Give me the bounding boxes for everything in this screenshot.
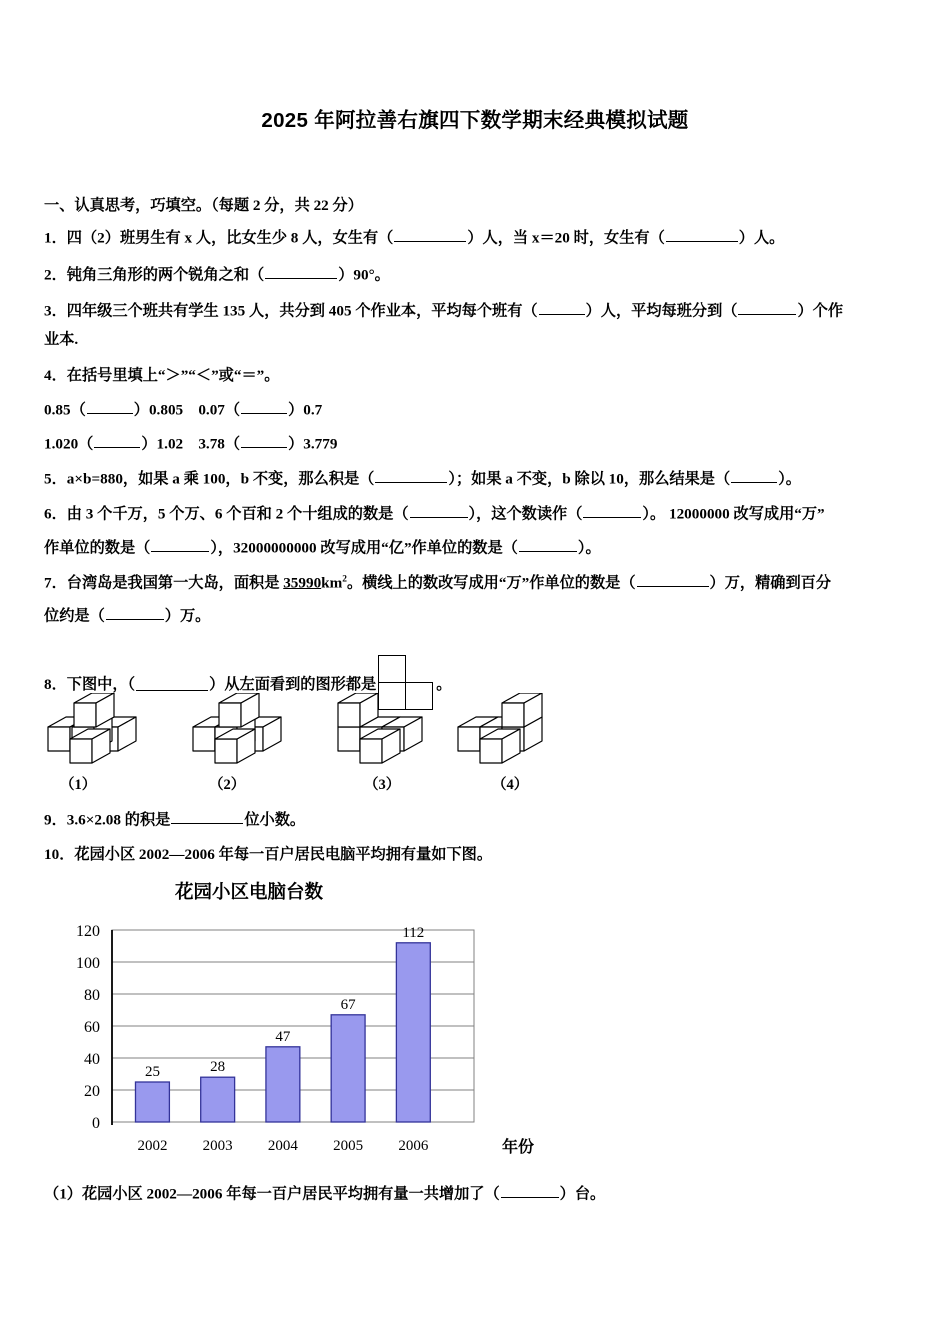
cube-figure-3 — [334, 693, 464, 793]
q4-l1-p1: 0.85（ — [44, 401, 86, 419]
q7-blank-1[interactable] — [637, 572, 709, 587]
y-tick-label: 40 — [84, 1051, 100, 1068]
bar — [331, 1015, 365, 1122]
y-tick-label: 20 — [84, 1083, 100, 1100]
chart-x-axis-title — [502, 1137, 534, 1156]
q2-blank-1[interactable] — [265, 264, 337, 279]
q4-l1-p3: 0.07（ — [198, 401, 241, 419]
cube-figure-2 — [189, 693, 319, 793]
bar-value-label: 112 — [402, 924, 425, 941]
question-7 — [44, 572, 924, 594]
q9-text-a: 9．3.6×2.08 的积是 — [44, 811, 171, 829]
q4-blank-3[interactable] — [94, 433, 140, 448]
q6-blank-4[interactable] — [519, 537, 577, 552]
q6-blank-2[interactable] — [583, 503, 641, 518]
question-1 — [44, 227, 924, 249]
cube-figure-1 — [44, 693, 174, 793]
question-3 — [44, 300, 924, 322]
q4-l2-p4: ）3.779 — [288, 435, 338, 453]
bar — [201, 1077, 235, 1122]
bar-value-label: 25 — [144, 1064, 160, 1080]
q7-text-c: ）万，精确到百分 — [709, 574, 832, 592]
x-axis-title-text: 年份 — [502, 1139, 535, 1156]
q4-blank-1[interactable] — [87, 399, 133, 414]
question-7-cont — [44, 605, 924, 627]
q1-text-b: ）人，当 x＝20 时，女生有（ — [467, 229, 665, 247]
x-tick-label: 2003 — [202, 1138, 233, 1154]
q1-text-a: 1．四（2）班男生有 x 人，比女生少 8 人，女生有（ — [44, 229, 394, 247]
q10-sub1-blank-1[interactable] — [501, 1183, 559, 1198]
section-heading: 一、认真思考，巧填空。（每题 2 分，共 22 分） — [44, 197, 363, 214]
y-tick-label: 80 — [84, 987, 100, 1004]
q4-l2-p3: 3.78（ — [198, 435, 241, 453]
cube-figure-3-icon — [334, 693, 464, 773]
computer-count-bar-chart — [44, 918, 564, 1163]
q6-text-f: ）。 — [577, 539, 601, 557]
q4-l2-p2: ）1.02 — [141, 435, 184, 453]
cube-figure-1-icon — [44, 693, 174, 773]
cube-figure-3-caption: （3） — [364, 777, 401, 793]
y-tick-label: 120 — [76, 923, 100, 940]
q7-unit-exponent: 2 — [342, 574, 347, 585]
question-10: 10．花园小区 2002—2006 年每一百户居民电脑平均拥有量如下图。 — [44, 846, 493, 863]
x-tick-label: 2004 — [267, 1138, 298, 1154]
q1-blank-2[interactable] — [666, 227, 738, 242]
q7-text-d: 位约是（ — [44, 607, 105, 625]
q8-text-b: ）从左面看到的图形都是 — [209, 675, 377, 693]
q10-sub1-text-a: （1）花园小区 2002—2006 年每一百户居民平均拥有量一共增加了（ — [44, 1185, 500, 1203]
question-5 — [44, 468, 924, 490]
question-4-line-2 — [44, 433, 924, 455]
q8-text-a: 8．下图中，（ — [44, 675, 136, 693]
q10-sub1-text-b: ）台。 — [559, 1185, 606, 1203]
question-6-cont — [44, 537, 924, 559]
q4-l1-p4: ）0.7 — [288, 401, 323, 419]
chart-y-axis-labels — [76, 923, 100, 1132]
y-tick-label: 60 — [84, 1019, 100, 1036]
question-10-sub-1 — [44, 1183, 924, 1205]
q9-text-b: 位小数。 — [244, 811, 306, 829]
q6-text-d: 作单位的数是（ — [44, 539, 151, 557]
q6-text-b: ），这个数读作（ — [468, 505, 583, 523]
bar — [266, 1047, 300, 1122]
q7-underlined-value: 35990 — [283, 574, 322, 592]
bar-value-label: 47 — [275, 1028, 291, 1045]
q7-unit: km — [321, 574, 343, 592]
q6-text-e: ），32000000000 改写成用“亿”作单位的数是（ — [210, 539, 518, 557]
question-6 — [44, 503, 924, 525]
cube-figure-1-caption: （1） — [60, 777, 97, 793]
q5-text-c: ）。 — [778, 470, 801, 488]
q1-blank-1[interactable] — [394, 227, 466, 242]
q2-text-a: 2．钝角三角形的两个锐角之和（ — [44, 266, 265, 284]
bar — [135, 1082, 169, 1122]
q5-text-a: 5．a×b=880，如果 a 乘 100，b 不变，那么积是（ — [44, 470, 375, 488]
cube-figure-2-icon — [189, 693, 319, 773]
q8-text-c: 。 — [436, 675, 452, 693]
q2-text-b: ）90°。 — [338, 266, 390, 284]
question-8-figures — [44, 693, 604, 803]
x-tick-label: 2006 — [398, 1138, 429, 1154]
bar-value-label: 28 — [210, 1059, 226, 1076]
q4-l1-p2: ）0.805 — [133, 401, 184, 419]
q3-text-b: ）人，平均每班分到（ — [585, 302, 738, 320]
question-2 — [44, 264, 924, 286]
x-tick-label: 2002 — [137, 1138, 168, 1154]
q1-text-c: ）人。 — [738, 229, 785, 247]
cube-figure-4-caption: （4） — [492, 777, 529, 793]
x-tick-label: 2005 — [333, 1138, 364, 1154]
q9-blank-1[interactable] — [171, 809, 243, 824]
q4-blank-2[interactable] — [241, 399, 287, 414]
q7-text-a: 7．台湾岛是我国第一大岛，面积是 — [44, 574, 284, 592]
q4-blank-4[interactable] — [241, 433, 287, 448]
y-tick-label: 100 — [76, 955, 100, 972]
shape-square-top-left — [378, 655, 406, 683]
q5-text-b: ）；如果 a 不变，b 除以 10，那么结果是（ — [448, 470, 731, 488]
q7-blank-2[interactable] — [106, 605, 164, 620]
q3-text-a: 3．四年级三个班共有学生 135 人，共分到 405 个作业本，平均每个班有（ — [44, 302, 538, 320]
question-4-prompt: 4．在括号里填上“＞”“＜”或“＝”。 — [44, 367, 280, 384]
page-title: 2025 年阿拉善右旗四下数学期末经典模拟试题 — [261, 109, 689, 132]
q3-blank-1[interactable] — [539, 300, 585, 315]
q7-text-e: ）万。 — [164, 607, 211, 625]
q6-text-c: ）。 12000000 改写成用“万” — [642, 505, 825, 523]
cube-figure-4-icon — [454, 693, 584, 773]
bar-value-label: 67 — [340, 996, 356, 1013]
q3-text-c: ）个作 — [797, 302, 844, 320]
q3-blank-2[interactable] — [738, 300, 796, 315]
question-9 — [44, 809, 924, 831]
cube-figure-4 — [454, 693, 584, 793]
q6-blank-1[interactable] — [410, 503, 468, 518]
q7-text-b: 。横线上的数改写成用“万”作单位的数是（ — [346, 574, 636, 592]
q4-l2-p1: 1.020（ — [44, 435, 94, 453]
q8-blank-1[interactable] — [136, 675, 208, 690]
y-tick-label: 0 — [92, 1115, 100, 1132]
cube-figure-2-caption: （2） — [209, 777, 246, 793]
chart-title: 花园小区电脑台数 — [175, 881, 324, 902]
bar-chart-svg — [44, 918, 564, 1163]
question-4-line-1 — [44, 399, 924, 421]
q6-blank-3[interactable] — [151, 537, 209, 552]
chart-x-axis-labels — [137, 1138, 428, 1154]
q5-blank-2[interactable] — [731, 468, 777, 483]
q6-text-a: 6．由 3 个千万，5 个万、6 个百和 2 个十组成的数是（ — [44, 505, 409, 523]
q5-blank-1[interactable] — [375, 468, 447, 483]
bar — [396, 943, 430, 1122]
question-3-cont: 业本. — [44, 331, 79, 348]
